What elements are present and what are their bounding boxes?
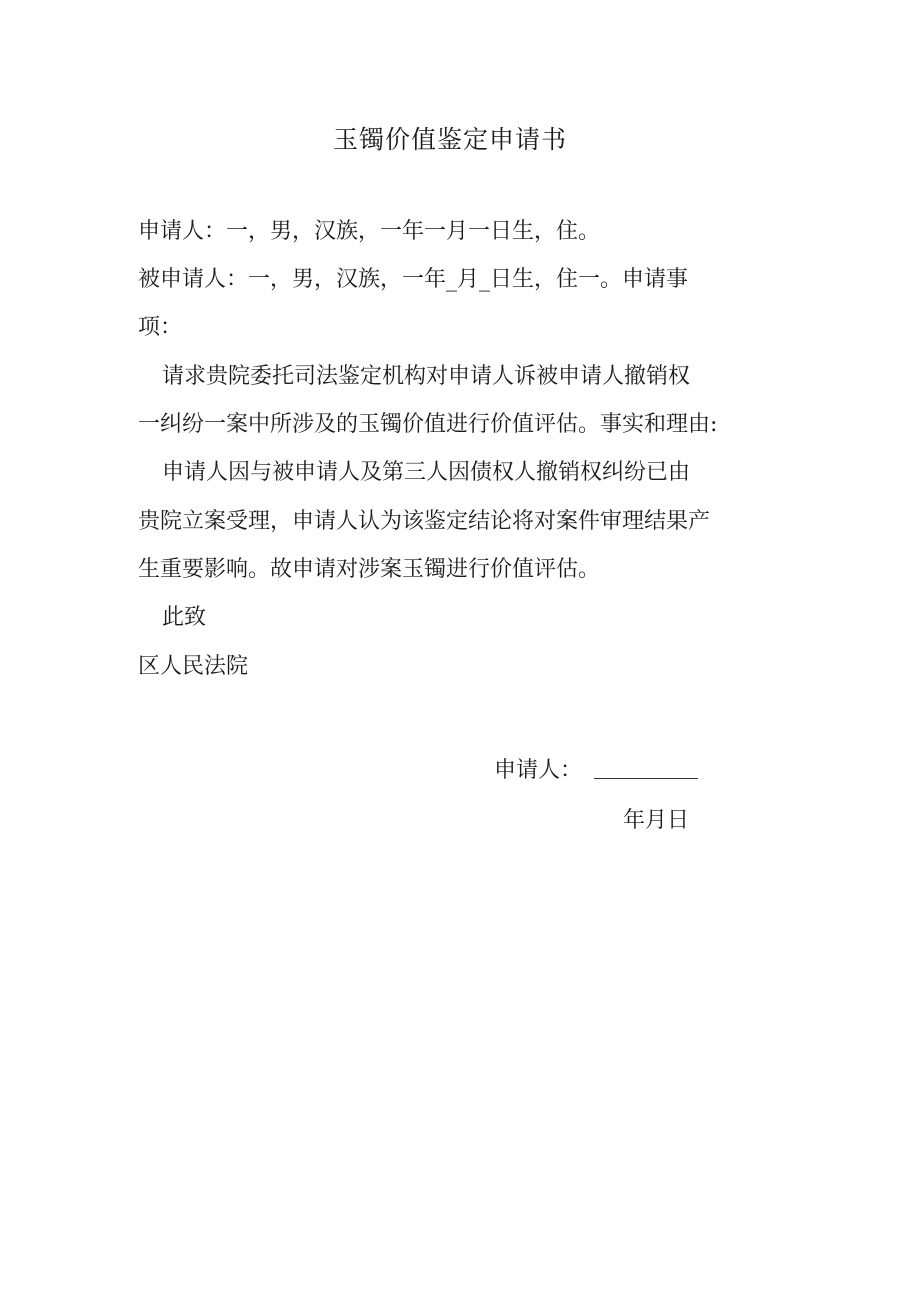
signature-label: 申请人： [494, 758, 583, 783]
applicant-line: 申请人：一，男，汉族，一年一月一日生，住。 [138, 219, 601, 244]
matters-line: 项： [138, 315, 183, 340]
reason-paragraph-line-2: 贵院立案受理，申请人认为该鉴定结论将对案件审理结果产 [138, 509, 711, 534]
court-name: 区人民法院 [138, 654, 249, 679]
request-paragraph-line-2: 一纠纷一案中所涉及的玉镯价值进行价值评估。事实和理由: [138, 412, 718, 437]
closing-text: 此致 [162, 605, 207, 630]
request-paragraph-line-1: 请求贵院委托司法鉴定机构对申请人诉被申请人撤销权 [162, 364, 691, 389]
respondent-line: 被申请人：一，男，汉族，一年_月_日生，住一。申请事 [138, 267, 689, 292]
reason-paragraph-line-1: 申请人因与被申请人及第三人因债权人撤销权纠纷已由 [162, 460, 691, 485]
signature-blank-line [594, 778, 698, 779]
document-title: 玉镯价值鉴定申请书 [332, 125, 567, 154]
reason-paragraph-line-3: 生重要影响。故申请对涉案玉镯进行价值评估。 [138, 557, 601, 582]
date-label: 年月日 [623, 808, 690, 833]
